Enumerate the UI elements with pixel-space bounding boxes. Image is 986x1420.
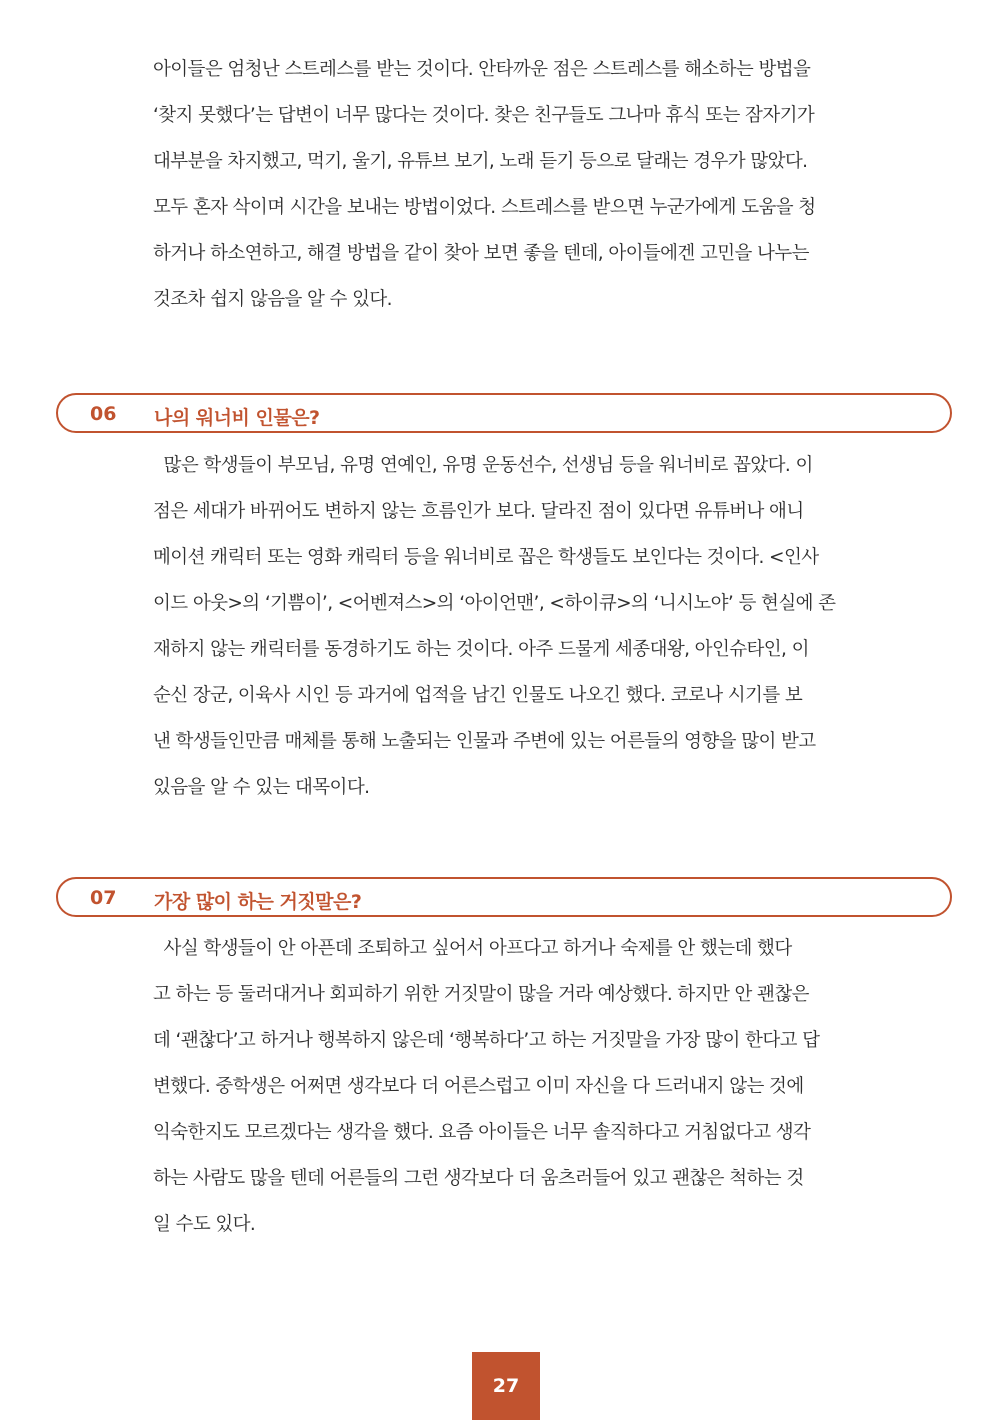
text-line: 것조차 쉽지 않음을 알 수 있다.	[153, 289, 392, 310]
text-line: 고 하는 등 둘러대거나 회피하기 위한 거짓말이 많을 거라 예상했다. 하지만 안 괜찮은	[153, 984, 809, 1005]
section-number: 07	[90, 887, 117, 909]
text-line: 일 수도 있다.	[153, 1214, 256, 1235]
text-line: 낸 학생들인만큼 매체를 통해 노출되는 인물과 주변에 있는 어른들의 영향을 많이 받고	[153, 731, 816, 752]
text-line: 변했다. 중학생은 어쩌면 생각보다 더 어른스럽고 이미 자신을 다 드러내지 않는 것에	[153, 1076, 804, 1097]
text-line: ‘찾지 못했다’는 답변이 너무 많다는 것이다. 찾은 친구들도 그나마 휴식 또는 잠자기가	[153, 105, 815, 126]
text-line: 대부분을 차지했고, 먹기, 울기, 유튜브 보기, 노래 듣기 등으로 달래는 경우가 많았다.	[153, 151, 808, 172]
text-line: 아이들은 엄청난 스트레스를 받는 것이다. 안타까운 점은 스트레스를 해소하는 방법을	[153, 59, 811, 80]
text-line: 재하지 않는 캐릭터를 동경하기도 하는 것이다. 아주 드물게 세종대왕, 아인슈타인, 이	[153, 639, 809, 660]
text-line: 데 ‘괜찮다’고 하거나 행복하지 않은데 ‘행복하다’고 하는 거짓말을 가장 많이 한다고 답	[153, 1030, 820, 1051]
section-07-paragraph	[153, 926, 921, 1248]
section-title: 나의 워너비 인물은?	[154, 407, 320, 429]
text-line: 점은 세대가 바뀌어도 변하지 않는 흐름인가 보다. 달라진 점이 있다면 유튜버나 애니	[153, 501, 804, 522]
text-line: 사실 학생들이 안 아픈데 조퇴하고 싶어서 아프다고 하거나 숙제를 안 했는데 했다	[153, 938, 792, 959]
text-line: 하거나 하소연하고, 해결 방법을 같이 찾아 보면 좋을 텐데, 아이들에겐 고민을 나누는	[153, 243, 809, 264]
intro-paragraph	[153, 47, 921, 323]
page-number: 27	[472, 1352, 540, 1420]
section-header-06	[56, 393, 952, 433]
text-line: 하는 사람도 많을 텐데 어른들의 그런 생각보다 더 움츠러들어 있고 괜찮은 척하는 것	[153, 1168, 804, 1189]
text-line: 모두 혼자 삭이며 시간을 보내는 방법이었다. 스트레스를 받으면 누군가에게 도움을 청	[153, 197, 816, 218]
text-line: 순신 장군, 이육사 시인 등 과거에 업적을 남긴 인물도 나오긴 했다. 코로나 시기를 보	[153, 685, 803, 706]
section-number: 06	[90, 403, 117, 425]
text-line: 많은 학생들이 부모님, 유명 연예인, 유명 운동선수, 선생님 등을 워너비로 꼽았다. 이	[153, 455, 813, 476]
section-title: 가장 많이 하는 거짓말은?	[154, 891, 362, 913]
text-line: 있음을 알 수 있는 대목이다.	[153, 777, 370, 798]
section-06-paragraph	[153, 443, 921, 811]
text-line: 메이션 캐릭터 또는 영화 캐릭터 등을 워너비로 꼽은 학생들도 보인다는 것이다. <인사	[153, 547, 819, 568]
text-line: 이드 아웃>의 ‘기쁨이’, <어벤져스>의 ‘아이언맨’, <하이큐>의 ‘니시노야’ 등 현실에 존	[153, 593, 836, 614]
text-line: 익숙한지도 모르겠다는 생각을 했다. 요즘 아이들은 너무 솔직하다고 거침없다고 생각	[153, 1122, 811, 1143]
section-header-07	[56, 877, 952, 917]
